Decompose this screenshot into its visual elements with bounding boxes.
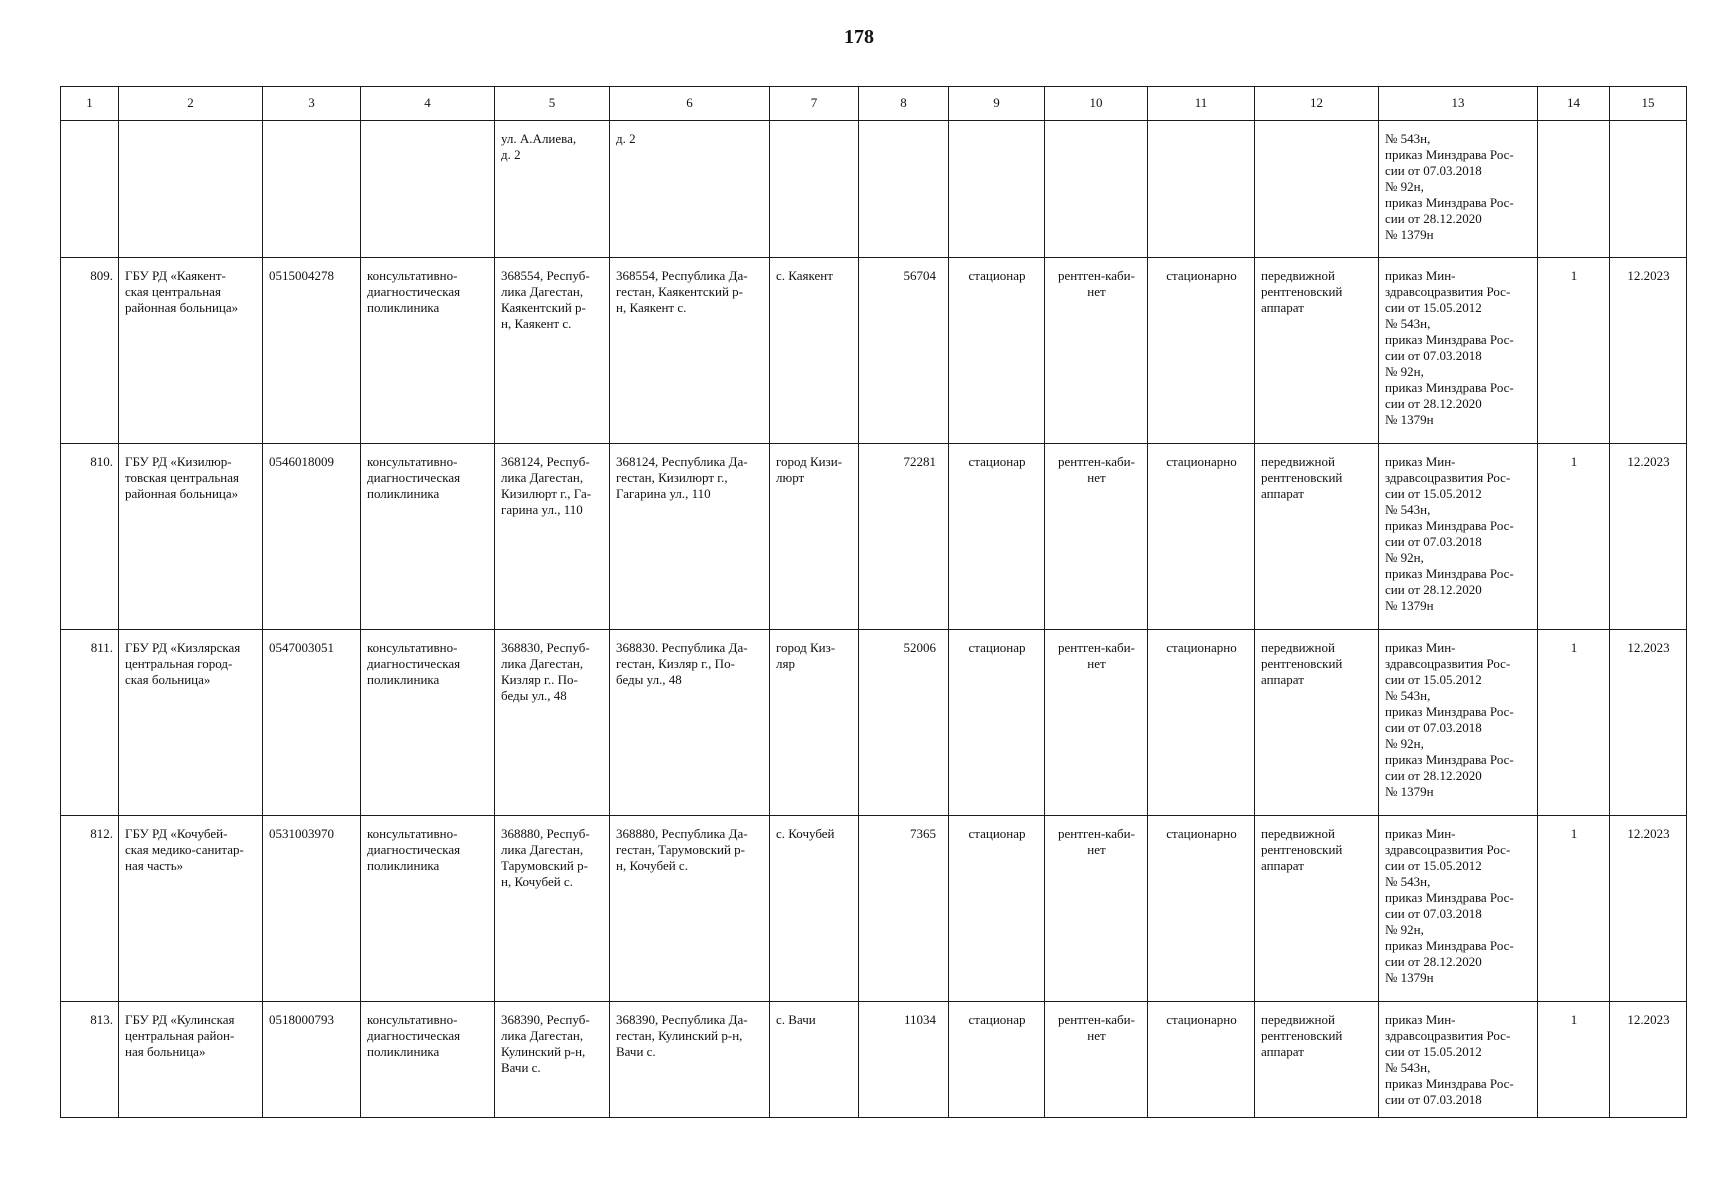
column-header: 11	[1148, 87, 1255, 121]
cell-orders: приказ Мин- здравсоцразвития Рос- сии от 15.05.2012 № 543н, приказ Минздрава Рос- сии от 07.03.2018 № 92н, приказ Минздрава Рос- сии от 28.12.2020 № 1379н	[1379, 816, 1538, 1002]
cell-locality: с. Вачи	[770, 1002, 859, 1118]
cell-address-legal: 368124, Респуб- лика Дагестан, Кизилюрт г., Га- гарина ул., 110	[495, 444, 610, 630]
cell-organization: ГБУ РД «Каякент- ская центральная районная больница»	[119, 258, 263, 444]
cell-population: 11034	[859, 1002, 949, 1118]
cell-address-legal: 368390, Респуб- лика Дагестан, Кулинский р-н, Вачи с.	[495, 1002, 610, 1118]
column-header: 8	[859, 87, 949, 121]
column-header: 9	[949, 87, 1045, 121]
cell-inn: 0518000793	[263, 1002, 361, 1118]
table-row	[61, 1002, 1687, 1118]
cell-organization: ГБУ РД «Кизилюр- товская центральная районная больница»	[119, 444, 263, 630]
cell-unit-type: консультативно- диагностическая поликлиника	[361, 444, 495, 630]
cell-population: 7365	[859, 816, 949, 1002]
cell-number: 809.	[61, 258, 119, 444]
column-header: 5	[495, 87, 610, 121]
cell-inn: 0515004278	[263, 258, 361, 444]
cell-date: 12.2023	[1610, 816, 1687, 1002]
cell-mode: стационарно	[1148, 1002, 1255, 1118]
cell-inn: 0546018009	[263, 444, 361, 630]
cell-organization: ГБУ РД «Кочубей- ская медико-санитар- ная часть»	[119, 816, 263, 1002]
cell-care-type: стационар	[949, 1002, 1045, 1118]
cell-quantity: 1	[1538, 1002, 1610, 1118]
column-header: 2	[119, 87, 263, 121]
registry-table	[60, 86, 1687, 1118]
cell-empty	[361, 121, 495, 258]
cell-organization: ГБУ РД «Кулинская центральная район- ная больница»	[119, 1002, 263, 1118]
column-header: 3	[263, 87, 361, 121]
cell-number: 810.	[61, 444, 119, 630]
column-header: 14	[1538, 87, 1610, 121]
cell-empty	[1610, 121, 1687, 258]
cell-population: 72281	[859, 444, 949, 630]
cell-unit-type: консультативно- диагностическая поликлиника	[361, 258, 495, 444]
cell-orders: приказ Мин- здравсоцразвития Рос- сии от 15.05.2012 № 543н, приказ Минздрава Рос- сии от 07.03.2018 № 92н, приказ Минздрава Рос- сии от 28.12.2020 № 1379н	[1379, 630, 1538, 816]
cell-address-legal: 368554, Респуб- лика Дагестан, Каякентский р- н, Каякент с.	[495, 258, 610, 444]
cell-equipment: передвижной рентгеновский аппарат	[1255, 258, 1379, 444]
cell-address-legal: ул. А.Алиева, д. 2	[495, 121, 610, 258]
column-header: 12	[1255, 87, 1379, 121]
cell-date: 12.2023	[1610, 258, 1687, 444]
cell-equipment: передвижной рентгеновский аппарат	[1255, 1002, 1379, 1118]
cell-quantity: 1	[1538, 444, 1610, 630]
cell-empty	[1045, 121, 1148, 258]
cell-locality: город Киз- ляр	[770, 630, 859, 816]
cell-equipment: передвижной рентгеновский аппарат	[1255, 630, 1379, 816]
cell-date: 12.2023	[1610, 444, 1687, 630]
cell-care-type: стационар	[949, 444, 1045, 630]
cell-empty	[263, 121, 361, 258]
cell-room: рентген-каби- нет	[1045, 1002, 1148, 1118]
column-header: 4	[361, 87, 495, 121]
cell-care-type: стационар	[949, 816, 1045, 1002]
cell-room: рентген-каби- нет	[1045, 258, 1148, 444]
cell-room: рентген-каби- нет	[1045, 816, 1148, 1002]
cell-address-actual: 368880, Республика Да- гестан, Тарумовский р- н, Кочубей с.	[610, 816, 770, 1002]
cell-empty	[1255, 121, 1379, 258]
column-header: 1	[61, 87, 119, 121]
cell-mode: стационарно	[1148, 816, 1255, 1002]
cell-inn: 0547003051	[263, 630, 361, 816]
cell-mode: стационарно	[1148, 630, 1255, 816]
cell-quantity: 1	[1538, 816, 1610, 1002]
cell-empty	[1538, 121, 1610, 258]
cell-quantity: 1	[1538, 258, 1610, 444]
cell-mode: стационарно	[1148, 258, 1255, 444]
cell-equipment: передвижной рентгеновский аппарат	[1255, 816, 1379, 1002]
cell-address-actual: 368390, Республика Да- гестан, Кулинский р-н, Вачи с.	[610, 1002, 770, 1118]
cell-number: 811.	[61, 630, 119, 816]
cell-unit-type: консультативно- диагностическая поликлиника	[361, 816, 495, 1002]
table-row	[61, 258, 1687, 444]
cell-equipment: передвижной рентгеновский аппарат	[1255, 444, 1379, 630]
page-number: 178	[844, 26, 874, 48]
cell-empty	[859, 121, 949, 258]
cell-care-type: стационар	[949, 630, 1045, 816]
cell-locality: с. Кочубей	[770, 816, 859, 1002]
table-row	[61, 630, 1687, 816]
cell-empty	[1148, 121, 1255, 258]
cell-room: рентген-каби- нет	[1045, 630, 1148, 816]
table-row	[61, 444, 1687, 630]
cell-room: рентген-каби- нет	[1045, 444, 1148, 630]
cell-empty	[770, 121, 859, 258]
cell-date: 12.2023	[1610, 1002, 1687, 1118]
cell-address-legal: 368880, Респуб- лика Дагестан, Тарумовский р- н, Кочубей с.	[495, 816, 610, 1002]
cell-locality: город Кизи- люрт	[770, 444, 859, 630]
cell-orders: приказ Мин- здравсоцразвития Рос- сии от 15.05.2012 № 543н, приказ Минздрава Рос- сии от 07.03.2018 № 92н, приказ Минздрава Рос- сии от 28.12.2020 № 1379н	[1379, 258, 1538, 444]
cell-address-actual: 368554, Республика Да- гестан, Каякентский р- н, Каякент с.	[610, 258, 770, 444]
column-header: 10	[1045, 87, 1148, 121]
table-row	[61, 816, 1687, 1002]
cell-address-actual: д. 2	[610, 121, 770, 258]
cell-orders: приказ Мин- здравсоцразвития Рос- сии от 15.05.2012 № 543н, приказ Минздрава Рос- сии от 07.03.2018 № 92н, приказ Минздрава Рос- сии от 28.12.2020 № 1379н	[1379, 444, 1538, 630]
cell-number: 813.	[61, 1002, 119, 1118]
cell-locality: с. Каякент	[770, 258, 859, 444]
cell-population: 56704	[859, 258, 949, 444]
column-header: 13	[1379, 87, 1538, 121]
cell-date: 12.2023	[1610, 630, 1687, 816]
cell-organization: ГБУ РД «Кизлярская центральная город- ская больница»	[119, 630, 263, 816]
header-row	[61, 87, 1687, 121]
cell-mode: стационарно	[1148, 444, 1255, 630]
cell-orders: № 543н, приказ Минздрава Рос- сии от 07.03.2018 № 92н, приказ Минздрава Рос- сии от 28.12.2020 № 1379н	[1379, 121, 1538, 258]
cell-care-type: стационар	[949, 258, 1045, 444]
cell-number: 812.	[61, 816, 119, 1002]
cell-empty	[61, 121, 119, 258]
column-header: 15	[1610, 87, 1687, 121]
column-header: 6	[610, 87, 770, 121]
cell-unit-type: консультативно- диагностическая поликлиника	[361, 630, 495, 816]
cell-address-actual: 368124, Республика Да- гестан, Кизилюрт г., Гагарина ул., 110	[610, 444, 770, 630]
cell-address-legal: 368830, Респуб- лика Дагестан, Кизляр г.. По- беды ул., 48	[495, 630, 610, 816]
cell-empty	[119, 121, 263, 258]
cell-unit-type: консультативно- диагностическая поликлиника	[361, 1002, 495, 1118]
table-row-continuation	[61, 121, 1687, 258]
column-header: 7	[770, 87, 859, 121]
cell-quantity: 1	[1538, 630, 1610, 816]
cell-inn: 0531003970	[263, 816, 361, 1002]
cell-orders: приказ Мин- здравсоцразвития Рос- сии от 15.05.2012 № 543н, приказ Минздрава Рос- сии от 07.03.2018	[1379, 1002, 1538, 1118]
cell-address-actual: 368830. Республика Да- гестан, Кизляр г., По- беды ул., 48	[610, 630, 770, 816]
cell-population: 52006	[859, 630, 949, 816]
cell-empty	[949, 121, 1045, 258]
